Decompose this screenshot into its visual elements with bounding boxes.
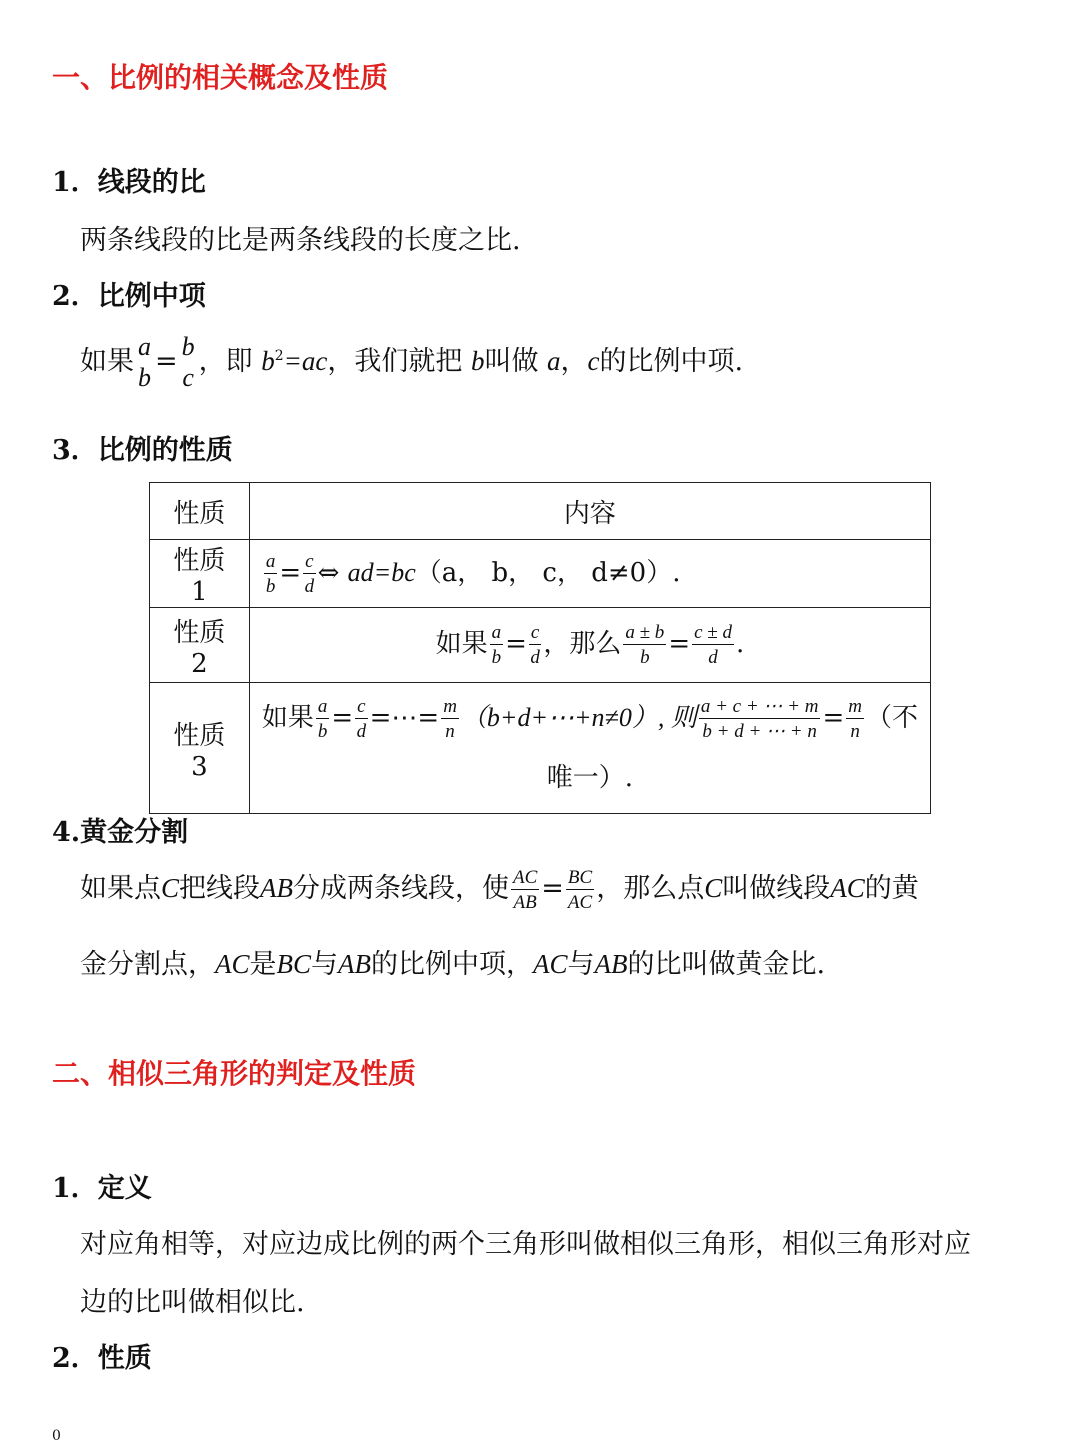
fraction: $\frac{a}{b}$ xyxy=(491,622,502,668)
heading-mean-proportional: 2．比例中项 xyxy=(52,281,206,312)
heading-segment-ratio: 1．线段的比 xyxy=(52,167,206,198)
table-row xyxy=(150,683,931,814)
property-content: $\frac{a}{b}$ = $\frac{c}{d}$ ⇔ ad=bc（a， b， c， d≠0）. xyxy=(249,540,930,608)
fraction: $\frac{a}{b}$ xyxy=(265,550,276,597)
fraction-bc-ac: $\frac{BC}{AC}$ xyxy=(567,866,593,913)
section-1-title: 一、比例的相关概念及性质 xyxy=(52,61,389,94)
golden-section-line-2: 金分割点，AC是BC与AB的比例中项，AC与AB的比叫做黄金比. xyxy=(80,949,826,980)
property-content-continued: 唯一）. xyxy=(546,763,634,793)
fraction-ac-ab: $\frac{AC}{AB}$ xyxy=(513,866,538,913)
table-header-row xyxy=(150,483,931,540)
property-content: 如果 $\frac{a}{b}$ = $\frac{c}{d}$ =⋯= $\frac{m}{n}$ （b+d+⋯+n≠0）, 则 $\frac{a + c + \cdots + m}{b + d + \cdots + n}$ = $\frac{m}{n}$ （不 唯一）. xyxy=(249,683,930,814)
definition-line-1: 对应角相等，对应边成比例的两个三角形叫做相似三角形，相似三角形对应 xyxy=(80,1229,971,1260)
property-name: 性质 3 xyxy=(150,683,250,814)
property-name: 性质 2 xyxy=(150,608,250,683)
property-content: 如果 $\frac{a}{b}$ = $\frac{c}{d}$ ，那么 $\frac{a \pm b}{b}$ = $\frac{c \pm d}{d}$ . xyxy=(249,608,930,683)
fraction-a-b: a b xyxy=(138,332,151,392)
header-content: 内容 xyxy=(249,483,930,540)
heading-definition: 1．定义 xyxy=(52,1173,152,1204)
table-row xyxy=(150,540,931,608)
property-name: 性质 1 xyxy=(150,540,250,608)
table-row xyxy=(150,608,931,683)
fraction-b-c: b c xyxy=(181,332,195,392)
fraction: $\frac{a + c + \cdots + m}{b + d + \cdots + n}$ xyxy=(700,696,819,742)
segment-ratio-text: 两条线段的比是两条线段的长度之比. xyxy=(80,225,521,256)
fraction: $\frac{c}{d}$ xyxy=(356,696,367,742)
proportion-properties-table xyxy=(149,482,931,814)
heading-properties: 2．性质 xyxy=(52,1343,152,1374)
page-number: 0 xyxy=(52,1428,61,1444)
fraction: $\frac{c}{d}$ xyxy=(304,550,315,597)
heading-proportion-properties: 3．比例的性质 xyxy=(52,435,233,466)
heading-golden-section: 4.黄金分割 xyxy=(52,817,189,848)
section-2-title: 二、相似三角形的判定及性质 xyxy=(52,1057,417,1090)
fraction: $\frac{a}{b}$ xyxy=(317,696,328,742)
mean-proportional-text: 如果 a b = b c ，即 $b^2=ac$，我们就把 b叫做 a，c的比例中项. xyxy=(80,332,744,392)
fraction: $\frac{a \pm b}{b}$ xyxy=(625,622,665,668)
fraction: $\frac{m}{n}$ xyxy=(443,696,457,742)
header-property: 性质 xyxy=(150,483,250,540)
definition-line-2: 边的比叫做相似比. xyxy=(80,1287,305,1318)
fraction: $\frac{c \pm d}{d}$ xyxy=(694,622,732,668)
golden-section-line-1: 如果点C把线段AB分成两条线段，使 $\frac{AC}{AB}$ = $\frac{BC}{AC}$ ，那么点C叫做线段AC的黄 xyxy=(80,866,919,913)
fraction: $\frac{m}{n}$ xyxy=(848,696,862,742)
fraction: $\frac{c}{d}$ xyxy=(530,622,540,668)
